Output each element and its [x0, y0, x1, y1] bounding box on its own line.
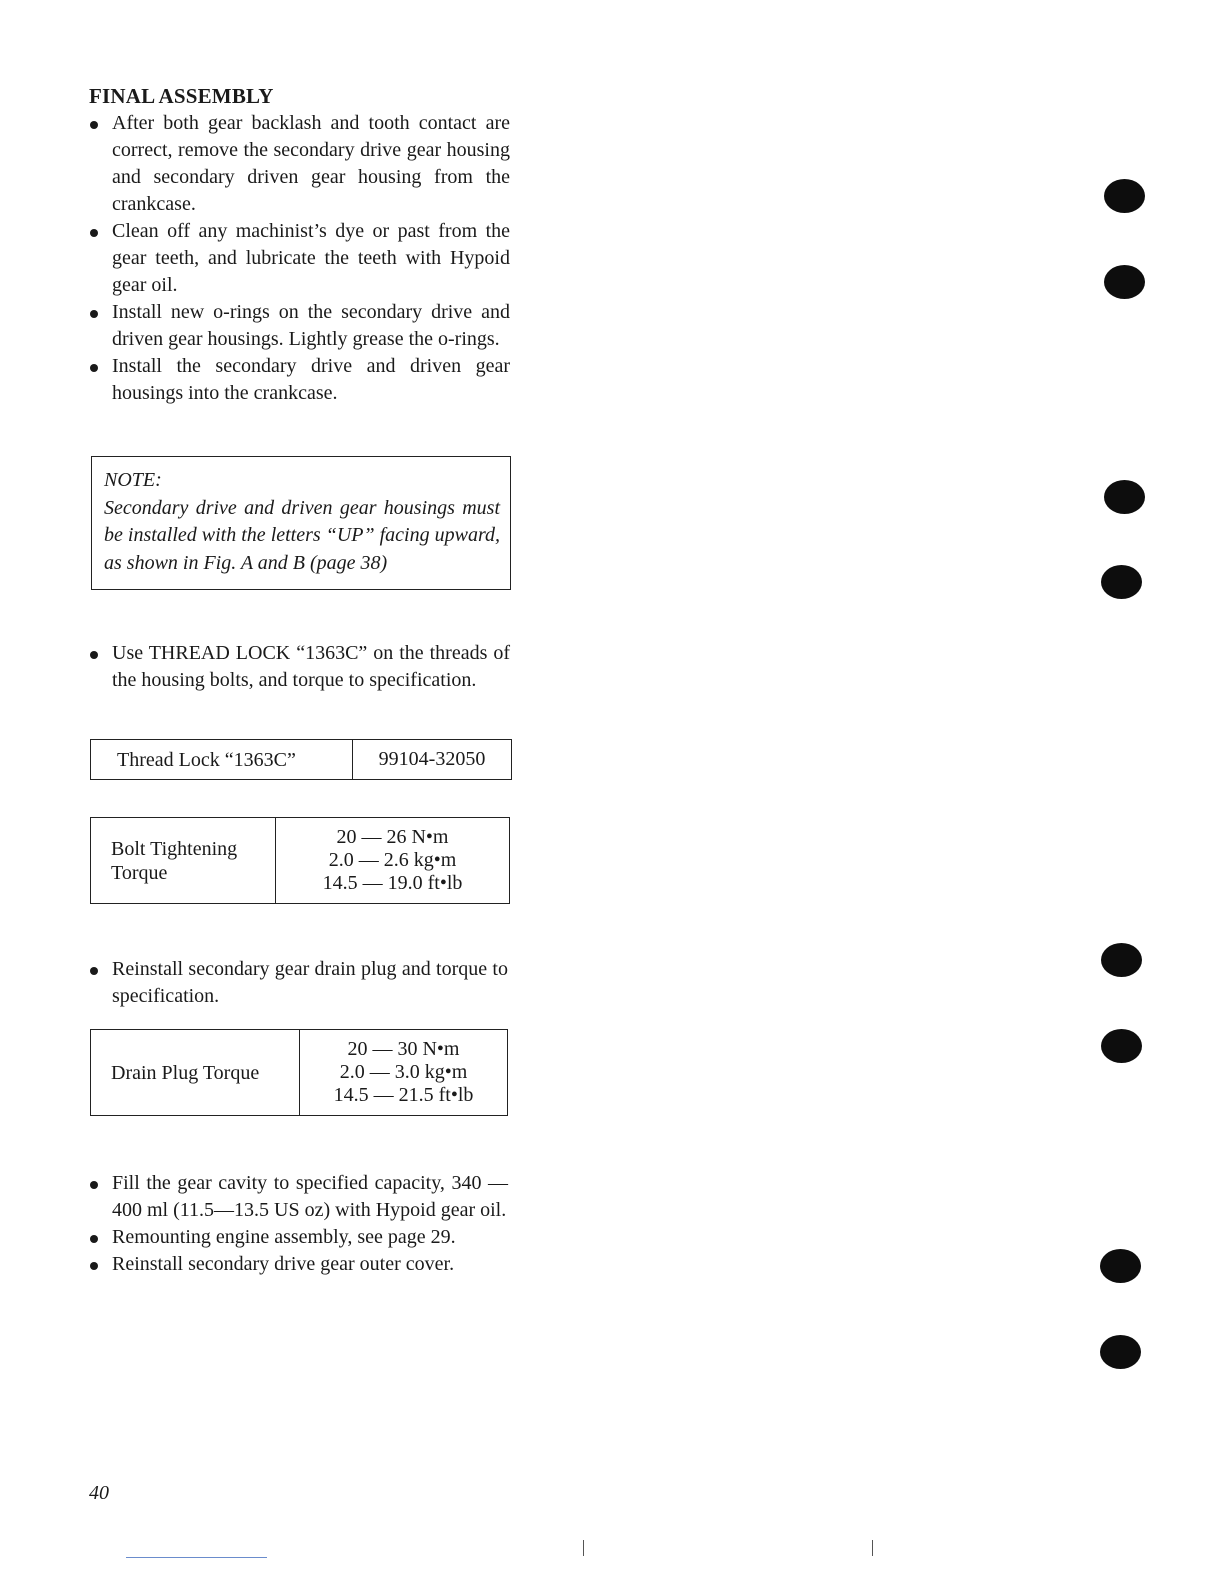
bolt-torque-label-line2: Torque	[111, 861, 168, 884]
steps-list-2	[88, 640, 510, 694]
step-item	[88, 956, 508, 1010]
binding-hole-icon	[1100, 1335, 1141, 1369]
step-item	[88, 640, 510, 694]
bolt-torque-nm: 20 — 26 N•m	[336, 826, 449, 848]
step-item	[88, 110, 510, 218]
bolt-torque-table	[90, 817, 510, 904]
bullet-icon	[90, 1262, 98, 1270]
steps-list-1	[88, 110, 510, 407]
binding-hole-icon	[1104, 265, 1145, 299]
step-text: Install new o-rings on the secondary drive and driven gear housings. Lightly grease the o-rings.	[112, 301, 510, 350]
drain-plug-kgm: 2.0 — 3.0 kg•m	[339, 1061, 468, 1083]
steps-list-3	[88, 956, 508, 1010]
bullet-icon	[90, 364, 98, 372]
thread-lock-part-number: 99104-32050	[353, 740, 512, 780]
bolt-torque-label	[91, 818, 276, 904]
step-item	[88, 218, 510, 299]
bolt-torque-label-line1: Bolt Tightening	[111, 837, 238, 860]
step-text: Remounting engine assembly, see page 29.	[112, 1226, 456, 1248]
step-text: Reinstall secondary drive gear outer cover.	[112, 1253, 455, 1275]
binding-hole-icon	[1101, 1029, 1142, 1063]
step-item	[88, 1251, 508, 1278]
step-text: Fill the gear cavity to specified capacity, 340 — 400 ml (11.5—13.5 US oz) with Hypoid gear oil.	[112, 1172, 508, 1221]
bullet-icon	[90, 1235, 98, 1243]
bullet-icon	[90, 121, 98, 129]
step-item	[88, 1224, 508, 1251]
bullet-icon	[90, 310, 98, 318]
note-heading: NOTE:	[104, 469, 162, 491]
bullet-icon	[90, 1181, 98, 1189]
drain-plug-table	[90, 1029, 508, 1116]
step-item	[88, 353, 510, 407]
step-text: Reinstall secondary gear drain plug and torque to specification.	[112, 958, 508, 1007]
step-text: Use THREAD LOCK “1363C” on the threads of the housing bolts, and torque to specification.	[112, 642, 510, 691]
scan-tick	[583, 1540, 584, 1556]
scan-mark	[126, 1557, 267, 1558]
bullet-icon	[90, 651, 98, 659]
step-item	[88, 299, 510, 353]
drain-plug-values	[300, 1030, 508, 1116]
binding-hole-icon	[1101, 565, 1142, 599]
bullet-icon	[90, 229, 98, 237]
section-title: FINAL ASSEMBLY	[89, 84, 274, 108]
step-text: Install the secondary drive and driven gear housings into the crankcase.	[112, 355, 510, 404]
note-text: Secondary drive and driven gear housings must be installed with the letters “UP” facing upward, as shown in Fig. A and B (page 38)	[104, 496, 500, 574]
step-text: Clean off any machinist’s dye or past from the gear teeth, and lubricate the teeth with Hypoid gear oil.	[112, 220, 510, 296]
bullet-icon	[90, 967, 98, 975]
binding-hole-icon	[1104, 179, 1145, 213]
binding-hole-icon	[1104, 480, 1145, 514]
steps-list-4	[88, 1170, 508, 1278]
binding-hole-icon	[1100, 1249, 1141, 1283]
bolt-torque-ftlb: 14.5 — 19.0 ft•lb	[322, 872, 463, 894]
bolt-torque-kgm: 2.0 — 2.6 kg•m	[328, 849, 457, 871]
step-text: After both gear backlash and tooth contact are correct, remove the secondary drive gear housing and secondary driven gear housing from the crankcase.	[112, 112, 510, 215]
thread-lock-name: Thread Lock “1363C”	[91, 740, 353, 780]
scan-tick	[872, 1540, 873, 1556]
binding-hole-icon	[1101, 943, 1142, 977]
drain-plug-ftlb: 14.5 — 21.5 ft•lb	[333, 1084, 474, 1106]
bolt-torque-values	[276, 818, 510, 904]
thread-lock-table	[90, 739, 512, 780]
drain-plug-label: Drain Plug Torque	[91, 1030, 300, 1116]
note-box	[91, 456, 511, 590]
page-number: 40	[89, 1482, 109, 1504]
step-item	[88, 1170, 508, 1224]
drain-plug-nm: 20 — 30 N•m	[347, 1038, 460, 1060]
